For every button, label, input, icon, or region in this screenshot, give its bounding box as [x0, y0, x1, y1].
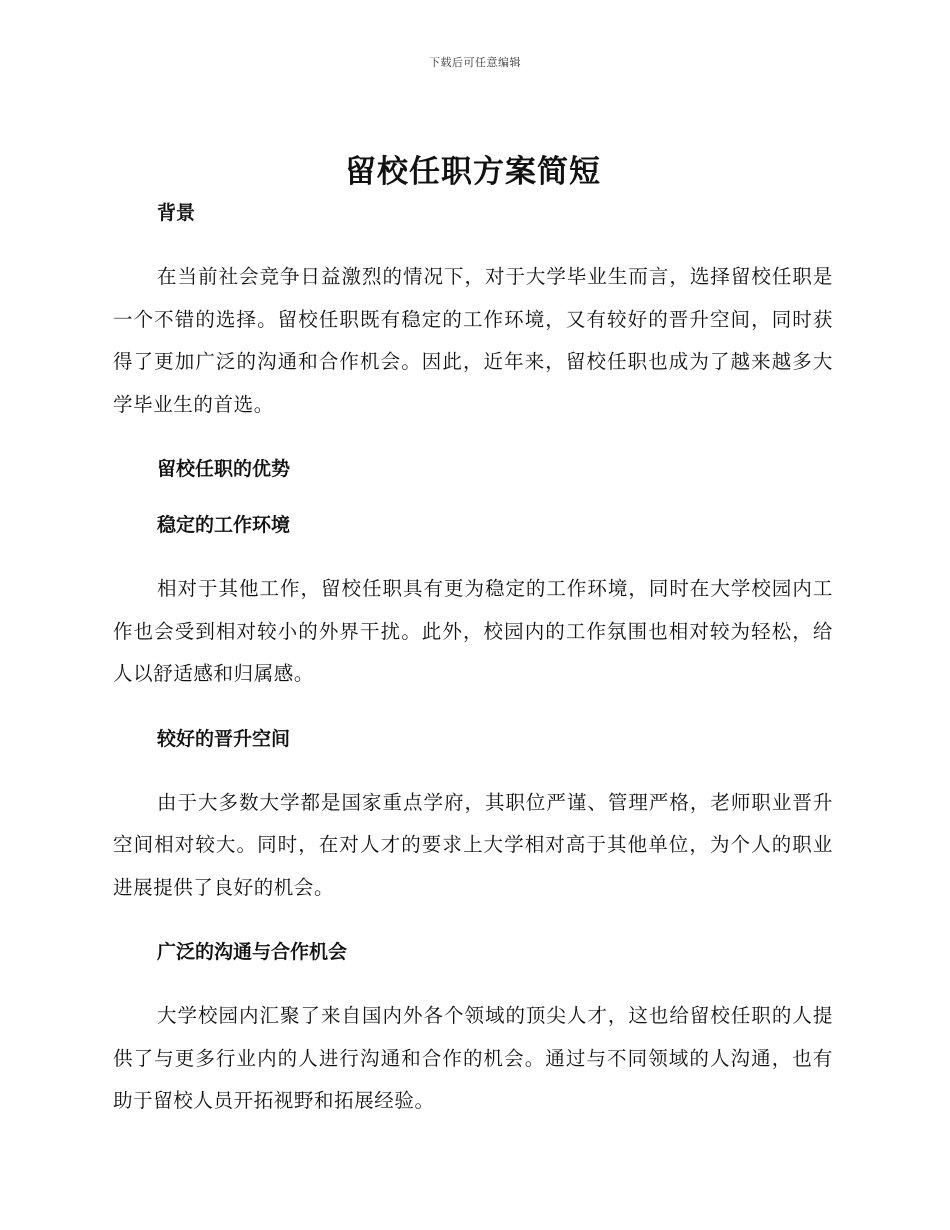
page-header-note: 下载后可任意编辑: [429, 56, 521, 69]
section-heading-background: 背景: [157, 202, 196, 224]
section-paragraph-background: 在当前社会竞争日益激烈的情况下，对于大学毕业生而言，选择留校任职是一个不错的选择。留校任职既有稳定的工作环境，又有较好的晋升空间，同时获得了更加广泛的沟通和合作机会。因此，近年来，留校任职也成为了越来越多大学毕业生的首选。: [113, 265, 833, 416]
section-heading-stable-environment: 稳定的工作环境: [157, 514, 291, 536]
section-paragraph-communication: 大学校园内汇聚了来自国内外各个领域的顶尖人才，这也给留校任职的人提供了与更多行业内的人进行沟通和合作的机会。通过与不同领域的人沟通，也有助于留校人员开拓视野和拓展经验。: [113, 1004, 833, 1112]
document-body: [113, 150, 833, 1123]
section-paragraph-promotion: 由于大多数大学都是国家重点学府，其职位严谨、管理严格，老师职业晋升空间相对较大。同时，在对人才的要求上大学相对高于其他单位，为个人的职业进展提供了良好的机会。: [113, 790, 833, 899]
section-paragraph-stable-environment: 相对于其他工作，留校任职具有更为稳定的工作环境，同时在大学校园内工作也会受到相对较小的外界干扰。此外，校园内的工作氛围也相对较为轻松，给人以舒适感和归属感。: [113, 577, 833, 685]
section-heading-communication: 广泛的沟通与合作机会: [157, 941, 348, 963]
section-heading-advantages: 留校任职的优势: [157, 458, 291, 480]
document-title: 留校任职方案简短: [345, 154, 601, 190]
section-heading-promotion: 较好的晋升空间: [157, 727, 291, 750]
